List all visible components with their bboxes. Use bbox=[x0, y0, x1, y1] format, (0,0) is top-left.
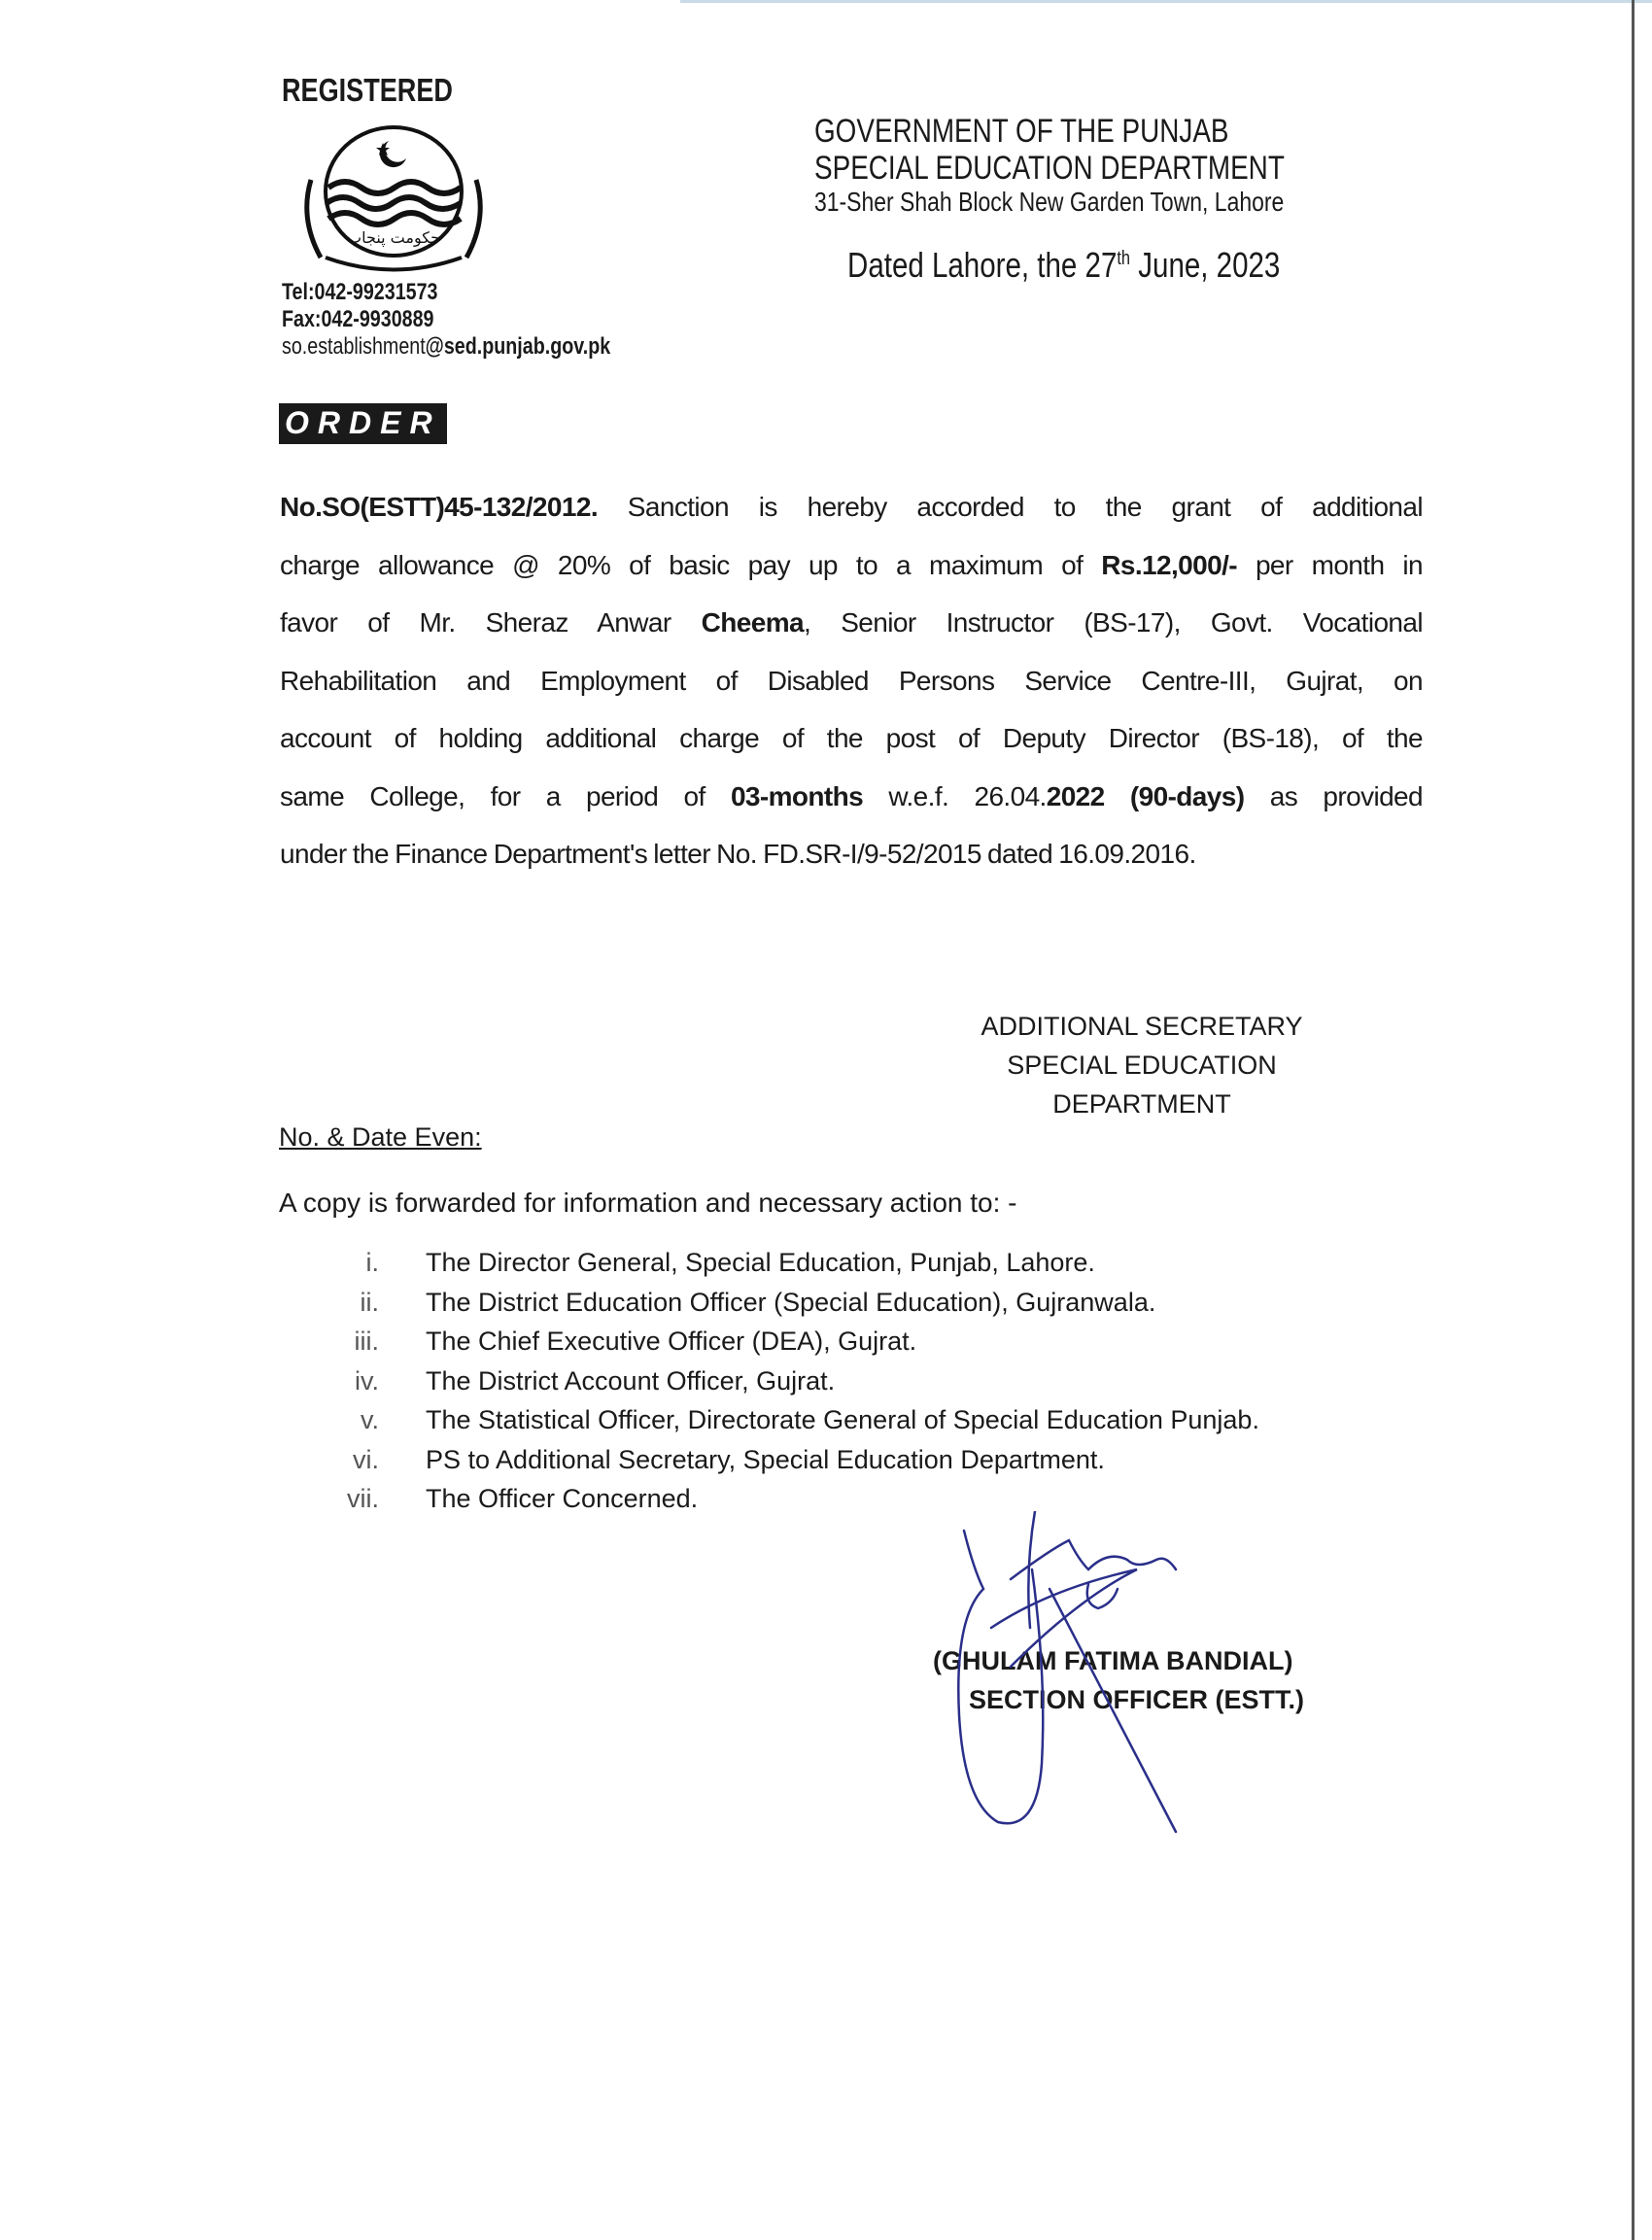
scan-top-edge bbox=[680, 0, 1652, 3]
text: as provided bbox=[1244, 780, 1424, 811]
bold-text: Cheema bbox=[701, 607, 804, 638]
issuing-authority bbox=[933, 1007, 1351, 1123]
text: favor of Mr. Sheraz Anwar bbox=[280, 607, 702, 638]
recipient-text: The Statistical Officer, Directorate General of Special Education Punjab. bbox=[426, 1405, 1259, 1434]
recipient-text: The Director General, Special Education, Punjab, Lahore. bbox=[426, 1248, 1095, 1277]
issuer-line-3: DEPARTMENT bbox=[1052, 1089, 1231, 1119]
telephone: Tel:042-99231573 bbox=[282, 279, 438, 305]
dated-line: Dated Lahore, the 27th June, 2023 bbox=[847, 245, 1281, 285]
issuer-line-2: SPECIAL EDUCATION bbox=[1007, 1051, 1277, 1080]
signatory-name: (GHULAM FATIMA BANDIAL) bbox=[933, 1646, 1293, 1675]
copy-forwarded-text: A copy is forwarded for information and necessary action to: - bbox=[279, 1188, 1017, 1218]
bold-text: Rs.12,000/- bbox=[1101, 549, 1237, 580]
email-link[interactable]: so.establishment@sed.punjab.gov.pk bbox=[282, 333, 611, 360]
recipient-item bbox=[292, 1327, 1259, 1366]
order-heading: ORDER bbox=[279, 403, 447, 444]
government-title: GOVERNMENT OF THE PUNJAB bbox=[814, 113, 1229, 150]
department-title: SPECIAL EDUCATION DEPARTMENT bbox=[814, 150, 1285, 187]
order-paragraph bbox=[280, 478, 1423, 883]
recipient-text: PS to Additional Secretary, Special Education Department. bbox=[426, 1444, 1105, 1474]
text: charge allowance @ 20% of basic pay up to a maximum of bbox=[280, 549, 1102, 580]
scan-page-edge bbox=[1632, 0, 1635, 2240]
recipient-text: The District Education Officer (Special Education), Gujranwala. bbox=[426, 1287, 1156, 1317]
recipient-number: ii. bbox=[360, 1287, 379, 1317]
issuer-line-1: ADDITIONAL SECRETARY bbox=[981, 1012, 1303, 1041]
paragraph-line bbox=[280, 652, 1423, 710]
text: per month in bbox=[1236, 549, 1424, 580]
recipient-item bbox=[292, 1405, 1259, 1445]
recipient-number: iv. bbox=[355, 1365, 379, 1396]
registered-label: REGISTERED bbox=[282, 72, 453, 108]
recipient-item bbox=[292, 1445, 1259, 1485]
bold-text: 2022 (90-days) bbox=[1046, 780, 1245, 811]
recipient-number: vi. bbox=[353, 1444, 379, 1474]
recipient-text: The District Account Officer, Gujrat. bbox=[426, 1365, 836, 1396]
paragraph-line bbox=[280, 825, 1423, 883]
text: Sanction is hereby accorded to the grant of additional bbox=[598, 492, 1423, 522]
punjab-government-logo-icon bbox=[292, 121, 496, 277]
recipients-list bbox=[292, 1248, 1259, 1524]
recipient-text: The Officer Concerned. bbox=[426, 1484, 699, 1513]
paragraph-line bbox=[280, 768, 1423, 826]
signatory-title: SECTION OFFICER (ESTT.) bbox=[969, 1685, 1305, 1714]
handwritten-signature bbox=[952, 1511, 1234, 1842]
paragraph-line bbox=[280, 709, 1423, 768]
text: same College, for a period of bbox=[280, 780, 731, 811]
bold-text: No.SO(ESTT)45-132/2012. bbox=[280, 492, 598, 522]
recipient-number: v. bbox=[361, 1405, 379, 1434]
paragraph-line bbox=[280, 478, 1423, 536]
department-address: 31-Sher Shah Block New Garden Town, Lahore bbox=[814, 187, 1285, 217]
logo-text: حکومت پنجاب bbox=[347, 228, 440, 247]
recipient-number: iii. bbox=[354, 1327, 379, 1356]
text: under the Finance Department's letter No. FD.SR-I/9-52/2015 dated 16.09.2016. bbox=[280, 839, 1196, 869]
bold-text: 03-months bbox=[730, 780, 864, 811]
text: account of holding additional charge of the post of Deputy Director (BS-18), of the bbox=[280, 723, 1423, 753]
recipient-item bbox=[292, 1288, 1259, 1327]
text: , Senior Instructor (BS-17), Govt. Vocational bbox=[803, 607, 1423, 638]
paragraph-line bbox=[280, 594, 1423, 652]
recipient-text: The Chief Executive Officer (DEA), Gujrat. bbox=[426, 1327, 917, 1356]
recipient-item bbox=[292, 1366, 1259, 1406]
text: Rehabilitation and Employment of Disabled Persons Service Centre-III, Gujrat, on bbox=[280, 665, 1423, 696]
paragraph-line bbox=[280, 536, 1423, 595]
fax: Fax:042-9930889 bbox=[282, 306, 434, 332]
recipient-number: i. bbox=[365, 1248, 379, 1277]
no-date-even-heading: No. & Date Even: bbox=[279, 1122, 482, 1152]
text: w.e.f. 26.04. bbox=[863, 780, 1047, 811]
recipient-number: vii. bbox=[347, 1484, 379, 1513]
recipient-item bbox=[292, 1248, 1259, 1288]
